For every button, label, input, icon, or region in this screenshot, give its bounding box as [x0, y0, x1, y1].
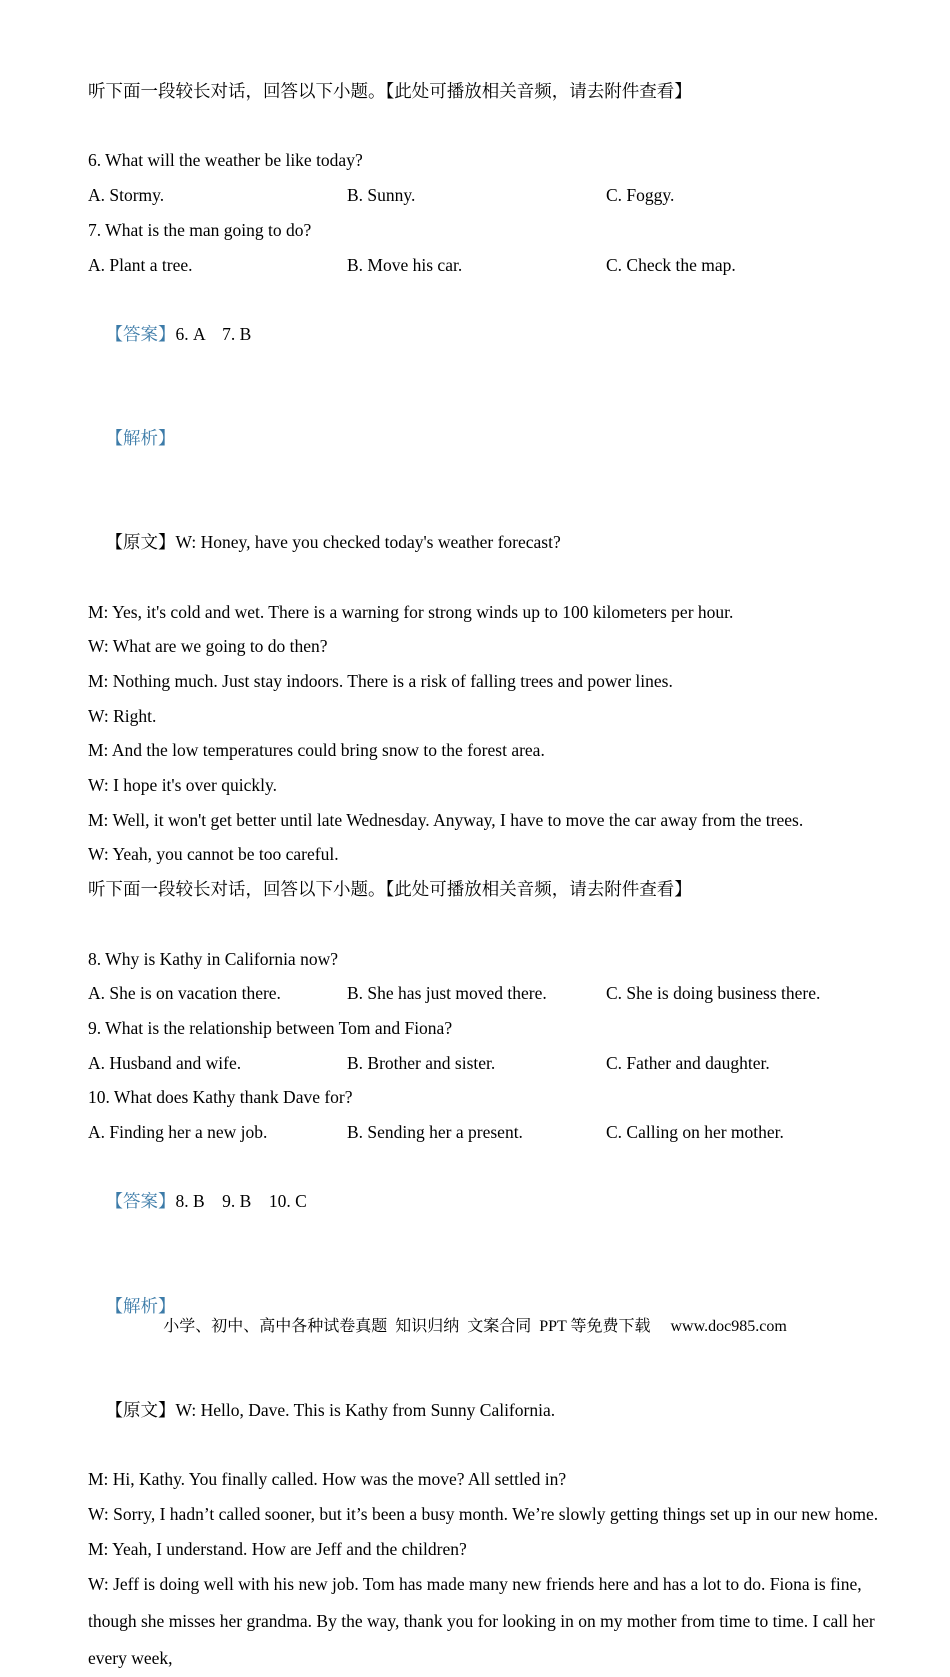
- listening-instruction-2: 听下面一段较长对话，回答以下小题。【此处可播放相关音频，请去附件查看】: [88, 879, 692, 900]
- blank-line: [88, 907, 880, 942]
- question-8-option-a: A. She is on vacation there.: [88, 983, 281, 1004]
- transcript-2-line-4: W: Jeff is doing well with his new job. Tom has made many new friends here and has a lot to do. Fiona is fine, though she misses her grandma. By the way, thank you for looking in on my mother from time to time. I call her every week,: [88, 1574, 880, 1669]
- transcript-1-line-8: W: Yeah, you cannot be too careful.: [88, 844, 339, 865]
- question-7-options: [88, 248, 880, 283]
- answer-label-1: 【答案】: [105, 323, 176, 344]
- question-10-option-b: B. Sending her a present.: [347, 1122, 523, 1143]
- source-label-1: 【原文】: [105, 532, 176, 553]
- question-7-option-b: B. Move his car.: [347, 254, 463, 275]
- analysis-label-1: 【解析】: [105, 428, 176, 449]
- transcript-2-line-0: [88, 1358, 880, 1462]
- question-8-option-b: B. She has just moved there.: [347, 983, 547, 1004]
- question-7-text: 7. What is the man going to do?: [88, 219, 312, 240]
- question-9-text: 9. What is the relationship between Tom and Fiona?: [88, 1017, 453, 1038]
- question-6-text: 6. What will the weather be like today?: [88, 150, 363, 171]
- transcript-1-line-4: W: Right.: [88, 705, 157, 726]
- transcript-2-line-1: M: Hi, Kathy. You finally called. How was the move? All settled in?: [88, 1469, 567, 1490]
- transcript-1-line-2: W: What are we going to do then?: [88, 636, 328, 657]
- transcript-1-line-5: M: And the low temperatures could bring snow to the forest area.: [88, 740, 545, 761]
- answer-line-2: [88, 1150, 880, 1254]
- answer-line-1: [88, 282, 880, 386]
- question-8-option-c: C. She is doing business there.: [606, 983, 821, 1004]
- question-6-options: [88, 178, 880, 213]
- analysis-line-2: [88, 1254, 880, 1358]
- analysis-line-1: [88, 386, 880, 490]
- answer-values-1: 6. A 7. B: [175, 323, 252, 344]
- question-9-option-a: A. Husband and wife.: [88, 1052, 242, 1073]
- transcript-1-first-text: W: Honey, have you checked today's weather forecast?: [175, 532, 561, 553]
- question-9-option-c: C. Father and daughter.: [606, 1052, 770, 1073]
- question-6-option-b: B. Sunny.: [347, 185, 416, 206]
- question-8-text: 8. Why is Kathy in California now?: [88, 948, 338, 969]
- transcript-2-line-2: W: Sorry, I hadn’t called sooner, but it’s been a busy month. We’re slowly getting things set up in our new home.: [88, 1503, 879, 1524]
- answer-values-2: 8. B 9. B 10. C: [175, 1191, 307, 1212]
- question-6-option-c: C. Foggy.: [606, 185, 675, 206]
- document-content: [88, 74, 880, 1677]
- transcript-2-first-text: W: Hello, Dave. This is Kathy from Sunny California.: [175, 1399, 556, 1420]
- question-7-option-c: C. Check the map.: [606, 254, 736, 275]
- question-10-option-c: C. Calling on her mother.: [606, 1122, 784, 1143]
- question-9-options: [88, 1046, 880, 1081]
- question-7-option-a: A. Plant a tree.: [88, 254, 193, 275]
- question-9-option-b: B. Brother and sister.: [347, 1052, 496, 1073]
- question-8-options: [88, 976, 880, 1011]
- transcript-1-line-6: W: I hope it's over quickly.: [88, 775, 277, 796]
- transcript-1-line-0: [88, 490, 880, 594]
- transcript-1-line-1: M: Yes, it's cold and wet. There is a warning for strong winds up to 100 kilometers per hour.: [88, 601, 734, 622]
- question-10-option-a: A. Finding her a new job.: [88, 1122, 268, 1143]
- blank-line: [88, 109, 880, 144]
- analysis-label-2: 【解析】: [105, 1295, 176, 1316]
- site-footer: 小学、初中、高中各种试卷真题 知识归纳 文案合同 PPT 等免费下载 www.doc985.com: [163, 1318, 787, 1335]
- transcript-1-line-7: M: Well, it won't get better until late Wednesday. Anyway, I have to move the car away from the trees.: [88, 809, 804, 830]
- answer-label-2: 【答案】: [105, 1191, 176, 1212]
- question-10-options: [88, 1115, 880, 1150]
- transcript-2-line-3: M: Yeah, I understand. How are Jeff and the children?: [88, 1538, 467, 1559]
- transcript-1-line-3: M: Nothing much. Just stay indoors. There is a risk of falling trees and power lines.: [88, 670, 673, 691]
- source-label-2: 【原文】: [105, 1399, 176, 1420]
- listening-instruction-1: 听下面一段较长对话，回答以下小题。【此处可播放相关音频，请去附件查看】: [88, 81, 692, 101]
- question-10-text: 10. What does Kathy thank Dave for?: [88, 1087, 353, 1108]
- question-6-option-a: A. Stormy.: [88, 185, 165, 206]
